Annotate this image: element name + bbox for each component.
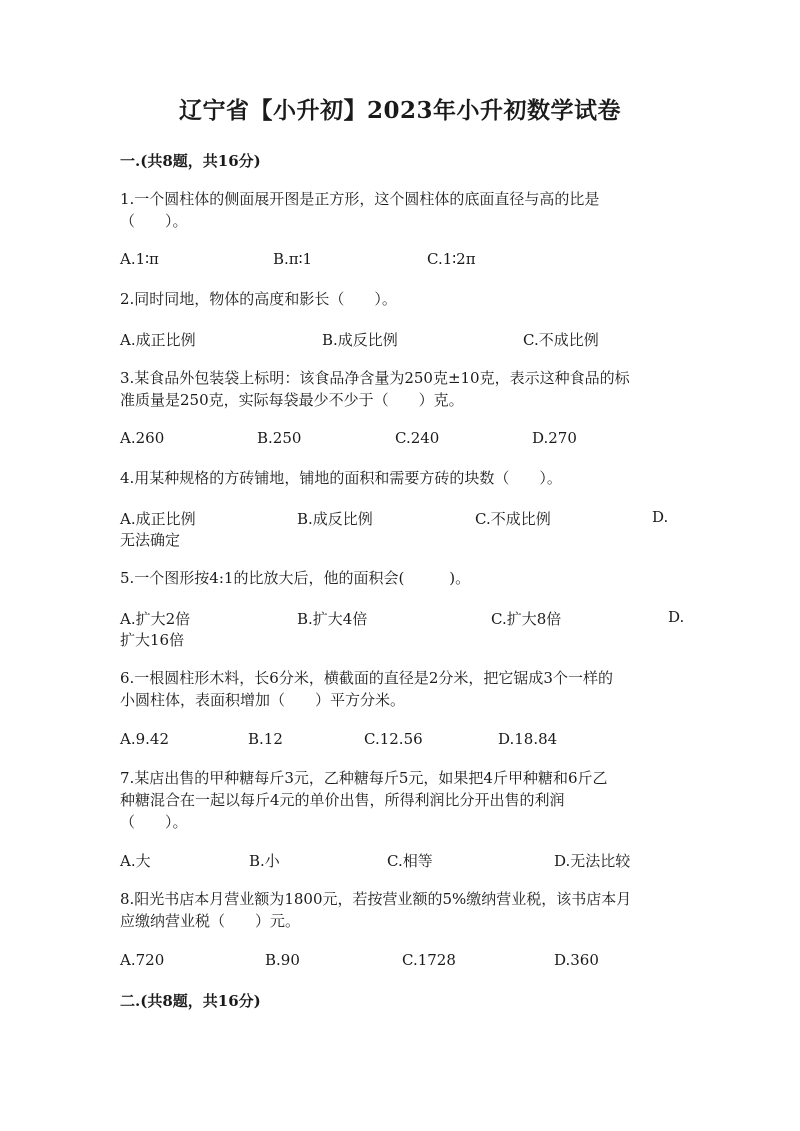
question-3-line-1: 3.某食品外包装袋上标明：该食品净含量为250克±10克，表示这种食品的标 — [120, 369, 630, 387]
question-6-option-b: B.12 — [248, 730, 283, 748]
question-1-line-2: （ ）。 — [120, 212, 188, 230]
question-6-option-c: C.12.56 — [364, 730, 423, 748]
question-8-line-1: 8.阳光书店本月营业额为1800元，若按营业额的5%缴纳营业税，该书店本月 — [120, 890, 632, 908]
question-5-line-1: 5.一个图形按4:1的比放大后，他的面积会( )。 — [120, 569, 471, 587]
question-8-option-d: D.360 — [554, 951, 599, 969]
question-7-option-c: C.相等 — [387, 852, 433, 870]
question-3-option-b: B.250 — [257, 429, 302, 447]
question-4-option-a: A.成正比例 — [120, 510, 196, 528]
section-heading-2: 二.(共8题，共16分) — [120, 992, 261, 1010]
question-2-option-c: C.不成比例 — [523, 331, 599, 349]
question-3-option-a: A.260 — [120, 429, 165, 447]
question-4-option-d-text: 无法确定 — [120, 531, 181, 549]
question-4-option-d: D. — [652, 508, 669, 526]
question-3-option-d: D.270 — [532, 429, 577, 447]
question-1-option-b: B.π∶1 — [273, 250, 313, 268]
question-2-option-a: A.成正比例 — [120, 331, 196, 349]
question-8-option-b: B.90 — [265, 951, 300, 969]
question-8-option-c: C.1728 — [402, 951, 456, 969]
question-7 — [120, 767, 680, 833]
question-6-option-a: A.9.42 — [120, 730, 169, 748]
question-4-option-c: C.不成比例 — [475, 510, 551, 528]
question-5-option-a: A.扩大2倍 — [120, 610, 191, 628]
question-5-option-b: B.扩大4倍 — [297, 610, 368, 628]
question-6 — [120, 667, 680, 711]
question-3-option-c: C.240 — [395, 429, 440, 447]
question-6-option-d: D.18.84 — [498, 730, 558, 748]
question-1 — [120, 188, 680, 232]
question-8-option-a: A.720 — [120, 951, 165, 969]
question-3 — [120, 367, 680, 411]
question-4 — [120, 467, 680, 489]
question-8-line-2: 应缴纳营业税（ ）元。 — [120, 912, 301, 930]
question-7-option-b: B.小 — [249, 852, 280, 870]
question-4-line-1: 4.用某种规格的方砖铺地，铺地的面积和需要方砖的块数（ ）。 — [120, 469, 562, 487]
question-2-line-1: 2.同时同地，物体的高度和影长（ ）。 — [120, 290, 397, 308]
question-7-line-2: 种糖混合在一起以每斤4元的单价出售，所得利润比分开出售的利润 — [120, 791, 565, 809]
question-6-line-2: 小圆柱体，表面积增加（ ）平方分米。 — [120, 691, 406, 709]
question-3-line-2: 准质量是250克，实际每袋最少不少于（ ）克。 — [120, 391, 464, 409]
question-2 — [120, 288, 680, 310]
question-1-line-1: 1.一个圆柱体的侧面展开图是正方形，这个圆柱体的底面直径与高的比是 — [120, 190, 600, 208]
question-1-option-c: C.1∶2π — [427, 250, 476, 268]
question-6-line-1: 6.一根圆柱形木料，长6分米，横截面的直径是2分米，把它锯成3个一样的 — [120, 669, 613, 687]
question-5-option-d: D. — [668, 608, 685, 626]
question-2-option-b: B.成反比例 — [322, 331, 398, 349]
question-7-line-1: 7.某店出售的甲种糖每斤3元，乙种糖每斤5元，如果把4斤甲种糖和6斤乙 — [120, 769, 608, 787]
question-7-option-d: D.无法比较 — [554, 852, 631, 870]
page-title: 辽宁省【小升初】2023年小升初数学试卷 — [178, 97, 621, 124]
question-1-option-a: A.1∶π — [120, 250, 159, 268]
question-4-option-b: B.成反比例 — [297, 510, 373, 528]
question-8 — [120, 888, 680, 932]
question-5-option-c: C.扩大8倍 — [491, 610, 562, 628]
question-5-option-d-text: 扩大16倍 — [120, 631, 185, 649]
question-5 — [120, 567, 680, 589]
section-heading-1: 一.(共8题，共16分) — [120, 152, 261, 170]
question-7-line-3: （ ）。 — [120, 813, 188, 831]
question-7-option-a: A.大 — [120, 852, 151, 870]
